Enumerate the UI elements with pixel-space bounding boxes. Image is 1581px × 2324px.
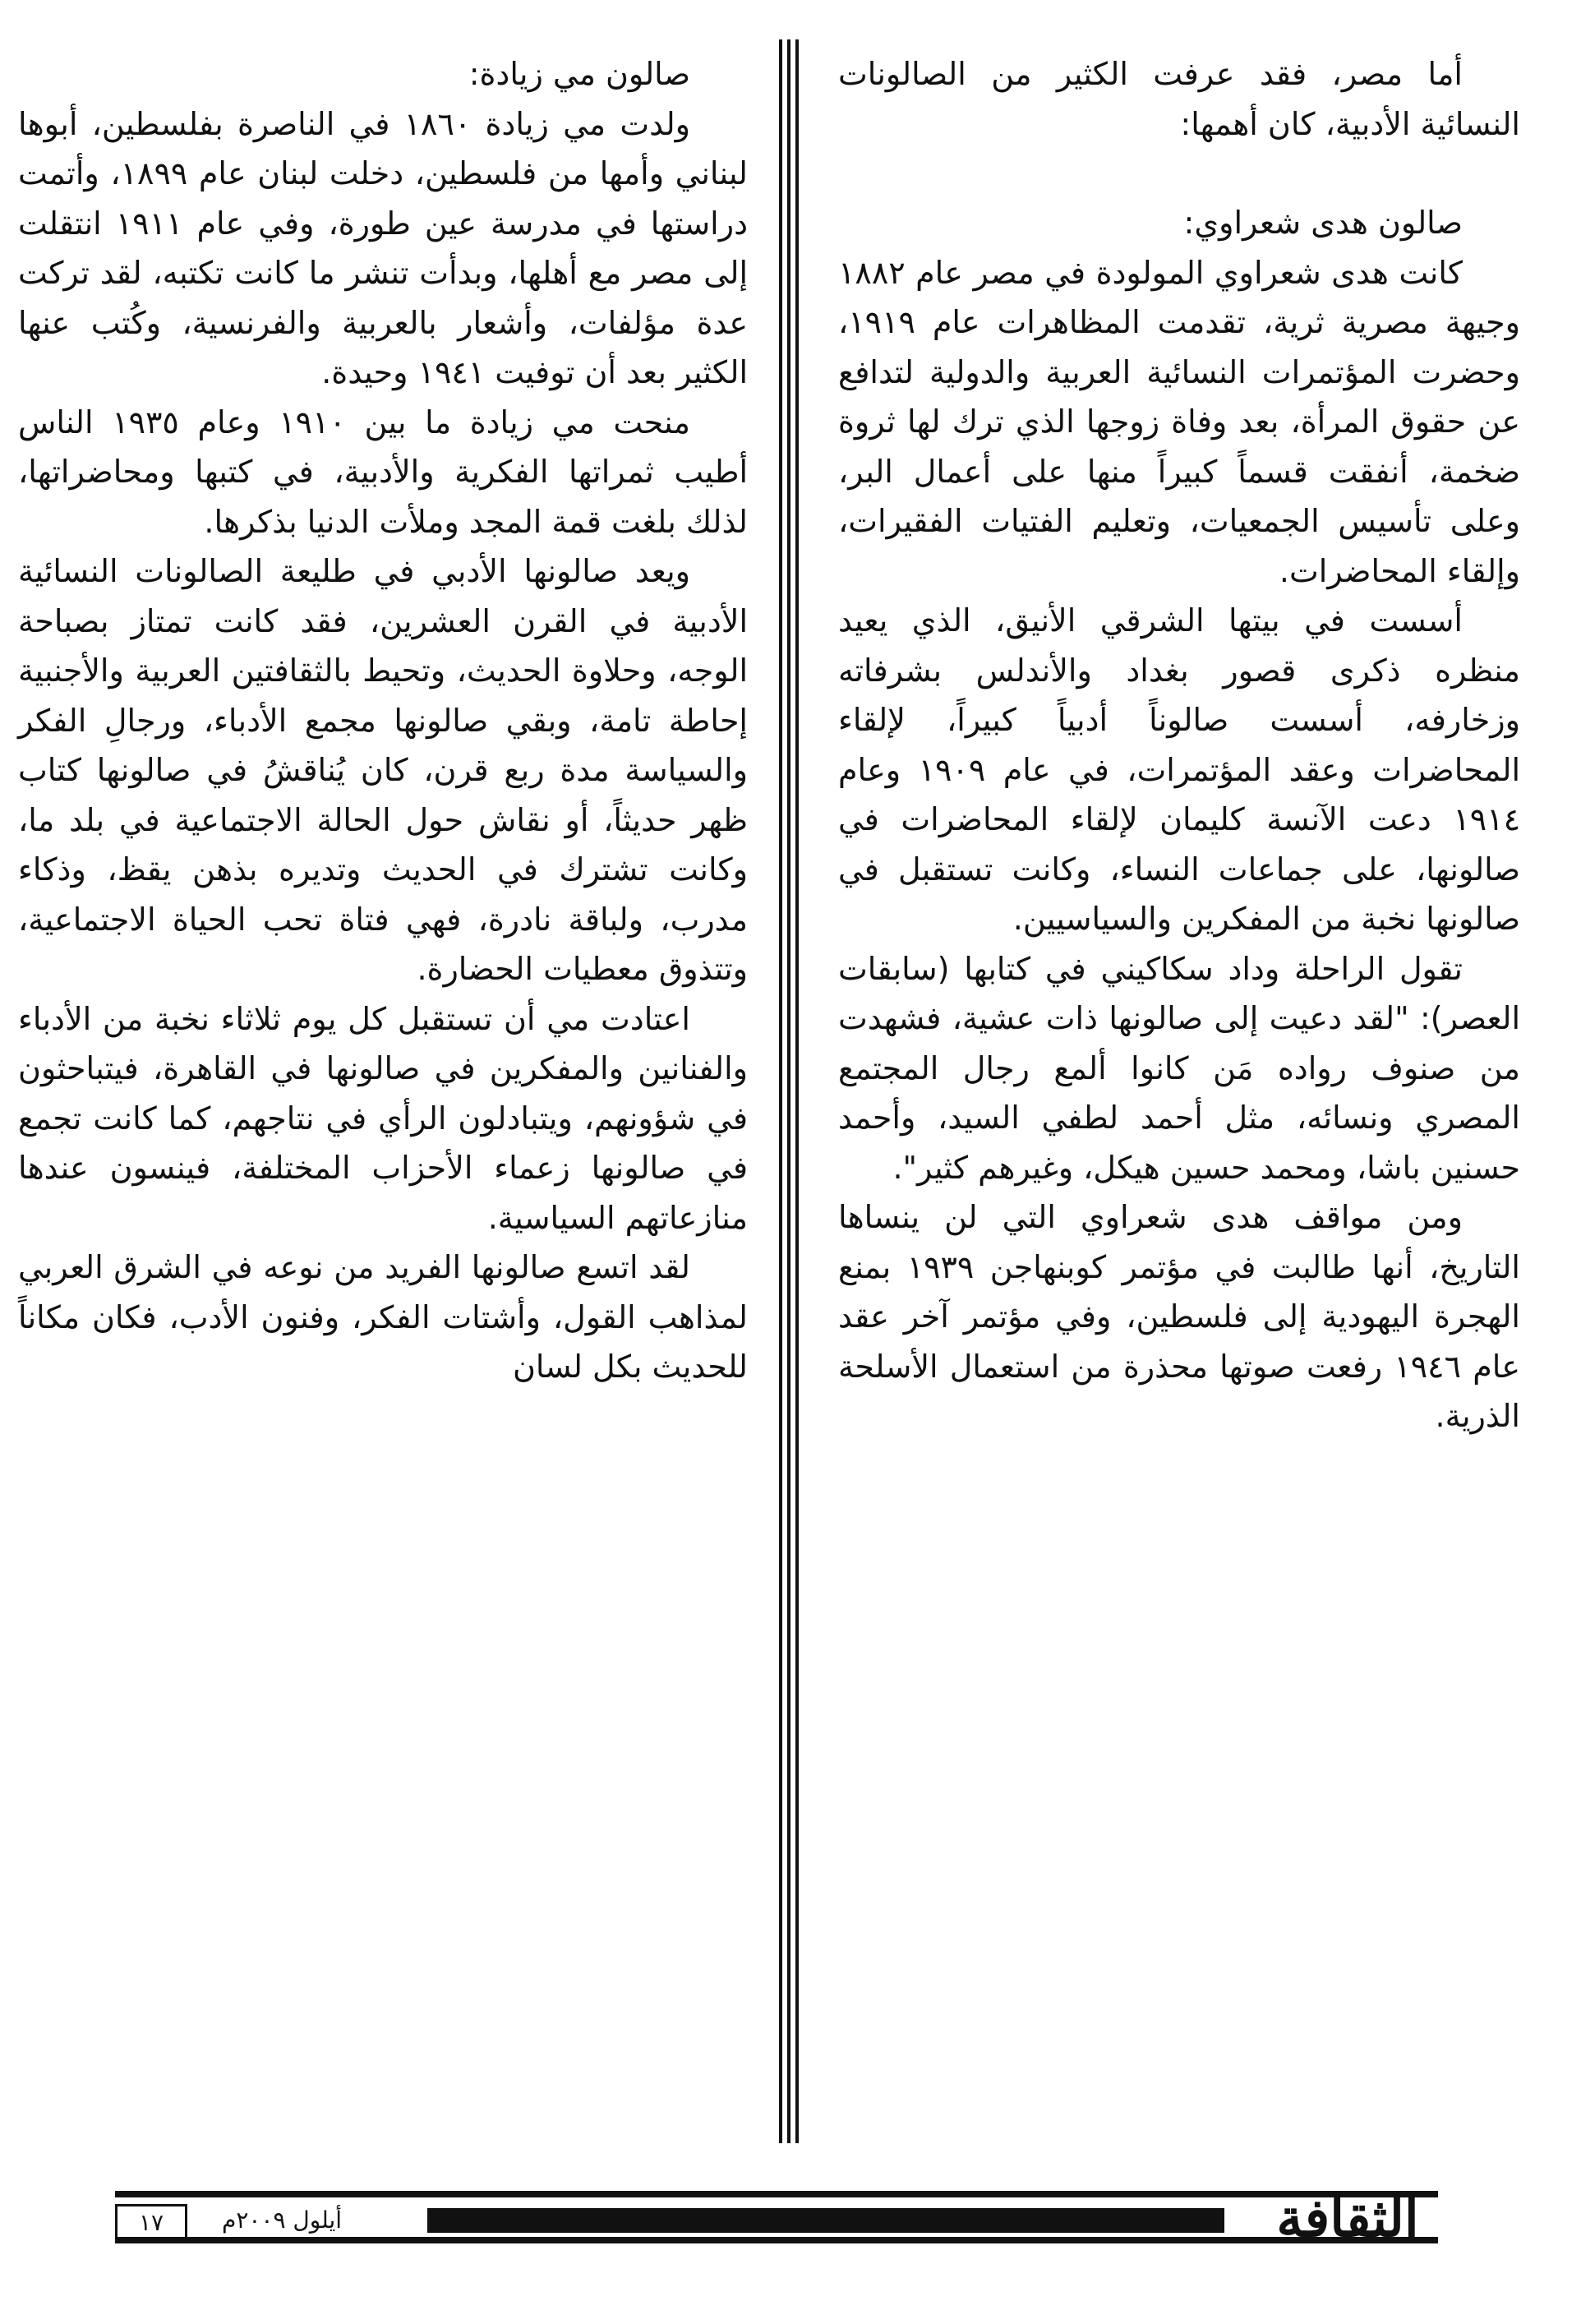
paragraph: ويعد صالونها الأدبي في طليعة الصالونات النسائية الأدبية في القرن العشرين، فقد كانت تمتاز بصباحة الوجه، وحلاوة الحديث، وتحيط بالثقافتين العربية والأجنبية إحاطة تامة، وبقي صالونها مجمع الأدباء، ورجالِ الفكر والسياسة مدة ربع قرن، كان يُناقشُ في صالونها كتاب ظهر حديثاً، أو نقاش حول الحالة الاجتماعية في بلد ما، وكانت تشترك في الحديث وتديره بذهن يقظ، وذكاء مدرب، ولباقة نادرة، فهي فتاة تحب الحياة الاجتماعية، وتتذوق معطيات الحضارة. bbox=[18, 553, 748, 987]
paragraph: ومن مواقف هدى شعراوي التي لن ينساها التاريخ، أنها طالبت في مؤتمر كوبنهاجن ١٩٣٩ بمنع الهجرة اليهودية إلى فلسطين، وفي مؤتمر آخر عقد عام ١٩٤٦ رفعت صوتها محذرة من استعمال الأسلحة الذرية. bbox=[838, 1199, 1521, 1434]
paragraph: اعتادت مي أن تستقبل كل يوم ثلاثاء نخبة من الأدباء والفنانين والمفكرين في صالونها في القاهرة، فيتباحثون في شؤونهم، ويتبادلون الرأي في نتاجهم، كما كانت تجمع في صالونها زعماء الأحزاب المختلفة، فينسون عندها منازعاتهم السياسية. bbox=[18, 1000, 748, 1236]
section-heading: صالون هدى شعراوي: bbox=[1183, 205, 1463, 241]
left-column bbox=[18, 49, 748, 1392]
section-heading: صالون مي زيادة: bbox=[468, 56, 690, 92]
paragraph: تقول الراحلة وداد سكاكيني في كتابها (سابقات العصر): "لقد دعيت إلى صالونها ذات عشية، فشهدت من صنوف رواده مَن كانوا ألمع رجال المجتمع المصري ونسائه، مثل أحمد لطفي السيد، وأحمد حسنين باشا، ومحمد حسين هيكل، وغيرهم كثير". bbox=[838, 950, 1520, 1186]
issue-date: أيلول ٢٠٠٩م bbox=[222, 2206, 343, 2234]
magazine-logo: الثقافة bbox=[1276, 2188, 1419, 2249]
right-column bbox=[838, 49, 1520, 1441]
paragraph: أسست في بيتها الشرقي الأنيق، الذي يعيد منظره ذكرى قصور بغداد والأندلس بشرفاته وزخارفه، أسست صالوناً أدبياً كبيراً، لإلقاء المحاضرات وعقد المؤتمرات، في عام ١٩٠٩ وعام ١٩١٤ دعت الآنسة كليمان لإلقاء المحاضرات في صالونها، على جماعات النساء، وكانت تستقبل في صالونها نخبة من المفكرين والسياسيين. bbox=[838, 602, 1521, 937]
paragraph: أما مصر، فقد عرفت الكثير من الصالونات النسائية الأدبية، كان أهمها: bbox=[838, 56, 1520, 142]
paragraph: ولدت مي زيادة ١٨٦٠ في الناصرة بفلسطين، أبوها لبناني وأمها من فلسطين، دخلت لبنان عام ١٨٩٩، وأتمت دراستها في مدرسة عين طورة، وفي عام ١٩١١ انتقلت إلى مصر مع أهلها، وبدأت تنشر ما كانت تكتبه، لقد تركت عدة مؤلفات، وأشعار بالعربية والفرنسية، وكُتب عنها الكثير بعد أن توفيت ١٩٤١ وحيدة. bbox=[18, 105, 749, 390]
paragraph: لقد اتسع صالونها الفريد من نوعه في الشرق العربي لمذاهب القول، وأشتات الفكر، وفنون الأدب، فكان مكاناً للحديث بكل لسان bbox=[18, 1249, 748, 1385]
column-divider bbox=[779, 39, 782, 2143]
page-number: ١٧ bbox=[115, 2204, 187, 2242]
column-divider bbox=[795, 39, 799, 2143]
paragraph: كانت هدى شعراوي المولودة في مصر عام ١٨٨٢ وجيهة مصرية ثرية، تقدمت المظاهرات عام ١٩١٩، وحضرت المؤتمرات النسائية العربية والدولية لتدافع عن حقوق المرأة، بعد وفاة زوجها الذي ترك لها ثروة ضخمة، أنفقت قسماً كبيراً منها على أعمال البر، وعلى تأسيس الجمعيات، وتعليم الفتيات الفقيرات، وإلقاء المحاضرات. bbox=[838, 254, 1520, 589]
footer-bar bbox=[427, 2208, 1224, 2233]
column-divider bbox=[787, 39, 790, 2143]
paragraph: منحت مي زيادة ما بين ١٩١٠ وعام ١٩٣٥ الناس أطيب ثمراتها الفكرية والأدبية، في كتبها ومحاضراتها، لذلك بلغت قمة المجد وملأت الدنيا بذكرها. bbox=[18, 403, 748, 540]
